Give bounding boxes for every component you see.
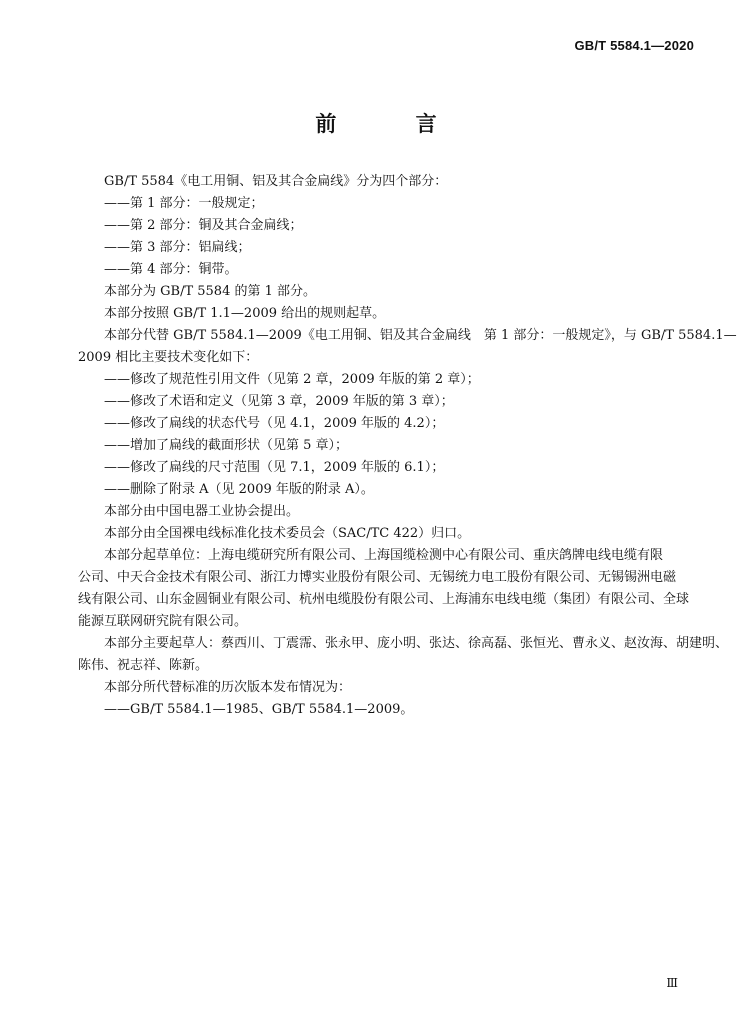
paragraph: 本部分由中国电器工业协会提出。: [104, 504, 300, 519]
list-item: ——修改了扁线的状态代号（见 4.1，2009 年版的 4.2）；: [104, 416, 445, 431]
paragraph: GB/T 5584《电工用铜、铝及其合金扁线》分为四个部分：: [104, 174, 448, 189]
list-item: ——第 3 部分：铝扁线；: [104, 240, 251, 255]
paragraph: 本部分由全国裸电线标准化技术委员会（SAC/TC 422）归口。: [104, 526, 471, 541]
standard-code: GB/T 5584.1—2020: [574, 38, 694, 53]
paragraph: 本部分代替 GB/T 5584.1—2009《电工用铜、铝及其合金扁线 第 1 部分：一般规定》，与 GB/T 5584.1—: [104, 328, 737, 343]
paragraph: 本部分主要起草人：蔡西川、丁震霈、张永甲、庞小明、张达、徐高磊、张恒光、曹永义、赵汝海、胡建明、: [104, 636, 729, 651]
paragraph-continuation: 2009 相比主要技术变化如下：: [78, 350, 259, 365]
list-item: ——修改了规范性引用文件（见第 2 章，2009 年版的第 2 章）；: [104, 372, 480, 387]
paragraph: 本部分起草单位：上海电缆研究所有限公司、上海国缆检测中心有限公司、重庆鸽牌电线电缆有限: [104, 548, 664, 563]
foreword-body: [78, 171, 737, 721]
list-item: ——第 4 部分：铜带。: [104, 262, 238, 277]
paragraph-continuation: 公司、中天合金技术有限公司、浙江力博实业股份有限公司、无锡统力电工股份有限公司、无锡锡洲电磁: [78, 570, 677, 585]
paragraph-continuation: 线有限公司、山东金圆铜业有限公司、杭州电缆股份有限公司、上海浦东电线电缆（集团）有限公司、全球: [78, 592, 690, 607]
paragraph: 本部分按照 GB/T 1.1—2009 给出的规则起草。: [104, 306, 386, 321]
list-item: ——修改了扁线的尺寸范围（见 7.1，2009 年版的 6.1）；: [104, 460, 445, 475]
list-item: ——第 1 部分：一般规定；: [104, 196, 264, 211]
paragraph-continuation: 陈伟、祝志祥、陈新。: [78, 658, 209, 673]
paragraph: 本部分为 GB/T 5584 的第 1 部分。: [104, 284, 317, 299]
page-title: 前 言: [315, 112, 473, 136]
list-item: ——删除了附录 A（见 2009 年版的附录 A）。: [104, 482, 374, 497]
paragraph-continuation: 能源互联网研究院有限公司。: [78, 614, 248, 629]
list-item: ——修改了术语和定义（见第 3 章，2009 年版的第 3 章）；: [104, 394, 454, 409]
paragraph: 本部分所代替标准的历次版本发布情况为：: [104, 680, 352, 695]
list-item: ——增加了扁线的截面形状（见第 5 章）；: [104, 438, 349, 453]
page-number: Ⅲ: [666, 976, 678, 990]
list-item: ——第 2 部分：铜及其合金扁线；: [104, 218, 303, 233]
list-item: ——GB/T 5584.1—1985、GB/T 5584.1—2009。: [104, 702, 414, 717]
